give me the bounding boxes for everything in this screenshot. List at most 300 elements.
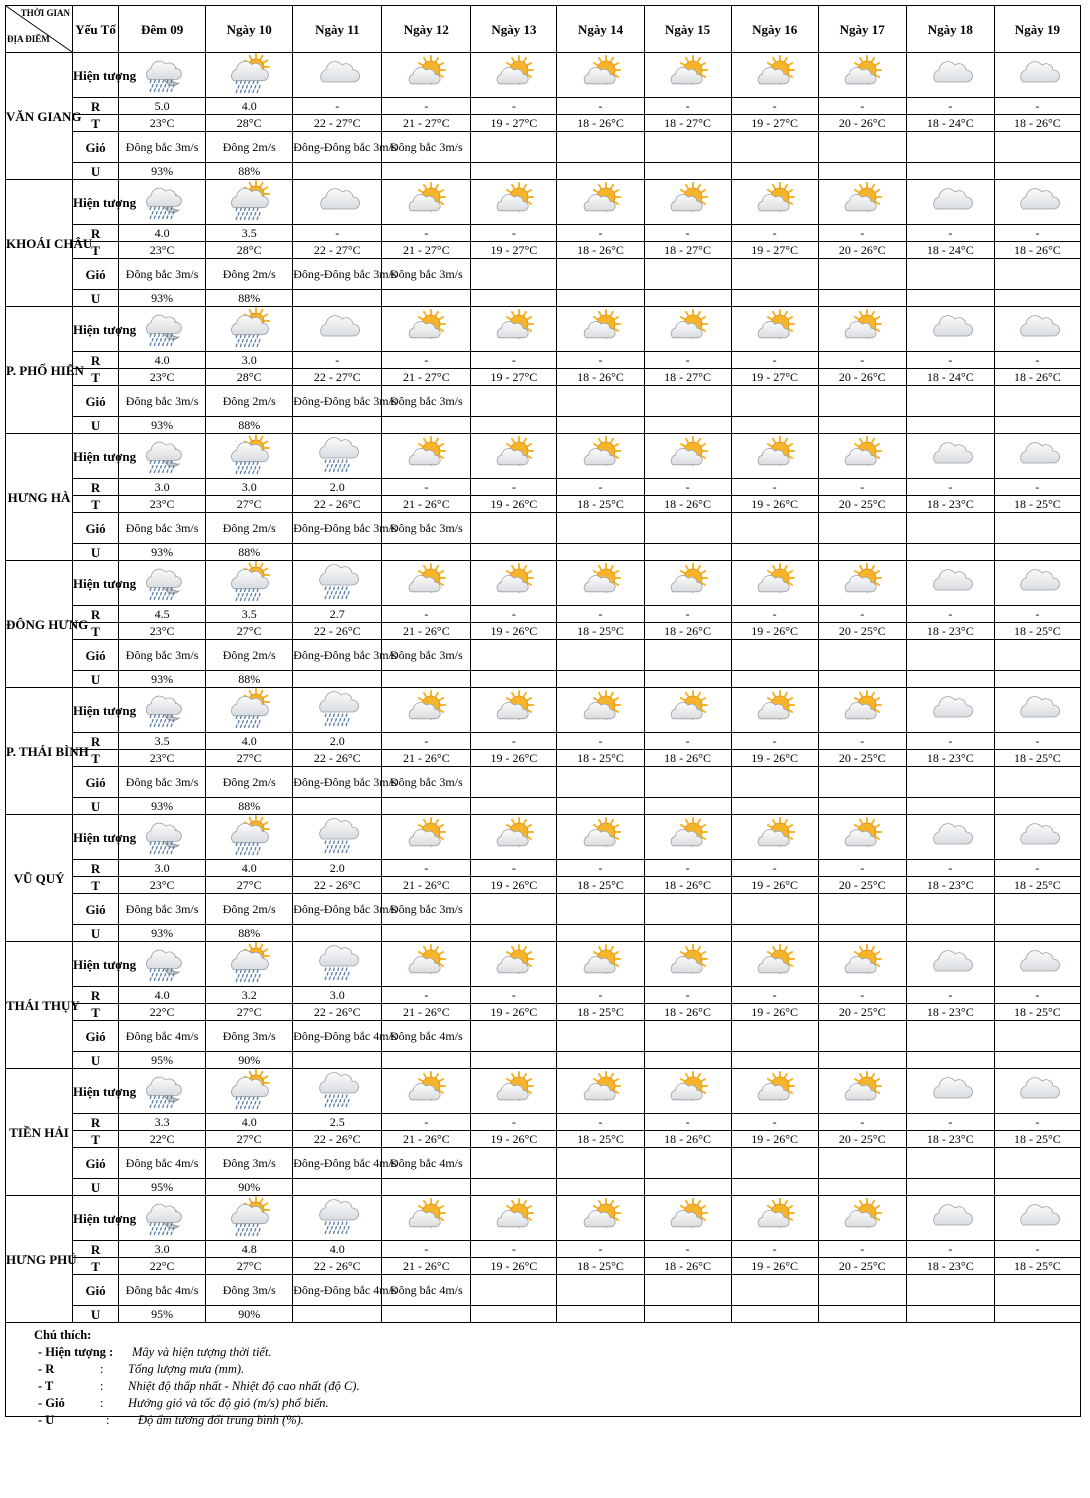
weather-cell xyxy=(471,53,557,98)
rain-value: - xyxy=(994,1241,1080,1258)
humidity-label: U xyxy=(73,417,119,434)
humidity-value: 93% xyxy=(119,798,206,815)
temperature-label: T xyxy=(73,623,119,640)
weather-cell xyxy=(382,688,471,733)
rain-value: - xyxy=(644,606,731,623)
temperature-value: 22 - 26°C xyxy=(293,496,382,513)
moon-cloud-rain-icon xyxy=(142,562,182,605)
sun-cloud-icon xyxy=(581,308,621,351)
weather-cell xyxy=(906,1196,994,1241)
temperature-value: 18 - 23°C xyxy=(906,1131,994,1148)
wind-value xyxy=(557,1148,644,1179)
rain-value: - xyxy=(731,225,818,242)
rain-value: - xyxy=(818,1114,906,1131)
temperature-row xyxy=(6,623,1081,640)
weather-cell xyxy=(293,307,382,352)
humidity-row xyxy=(6,1179,1081,1196)
location-name: HƯNG HÀ xyxy=(6,434,73,561)
sun-cloud-icon xyxy=(406,308,446,351)
temperature-value: 18 - 25°C xyxy=(994,496,1080,513)
rain-value: - xyxy=(382,479,471,496)
weather-cell xyxy=(206,815,293,860)
moon-cloud-rain-icon xyxy=(142,816,182,859)
rain-value: - xyxy=(557,98,644,115)
rain-value: - xyxy=(731,98,818,115)
phenomenon-label: Hiện tượng xyxy=(73,1196,119,1241)
sun-cloud-rain-icon xyxy=(229,181,269,224)
rain-value: - xyxy=(731,1241,818,1258)
temperature-value: 18 - 26°C xyxy=(557,242,644,259)
temperature-value: 20 - 25°C xyxy=(818,496,906,513)
corner-cell xyxy=(6,6,73,53)
sun-cloud-icon xyxy=(842,308,882,351)
rain-value: - xyxy=(471,987,557,1004)
temperature-label: T xyxy=(73,1131,119,1148)
moon-cloud-rain-icon xyxy=(142,689,182,732)
humidity-label: U xyxy=(73,163,119,180)
temperature-value: 19 - 26°C xyxy=(731,1004,818,1021)
rain-value: - xyxy=(906,1114,994,1131)
wind-value xyxy=(557,1021,644,1052)
wind-value xyxy=(818,640,906,671)
humidity-value xyxy=(557,925,644,942)
humidity-value xyxy=(557,671,644,688)
wind-value xyxy=(644,640,731,671)
sun-cloud-icon xyxy=(581,435,621,478)
sun-cloud-icon xyxy=(842,435,882,478)
weather-cell xyxy=(994,434,1080,479)
weather-cell xyxy=(818,307,906,352)
rain-value: - xyxy=(644,987,731,1004)
rain-value: 4.0 xyxy=(119,225,206,242)
weather-cell xyxy=(206,53,293,98)
weather-cell xyxy=(994,688,1080,733)
humidity-label: U xyxy=(73,798,119,815)
wind-value xyxy=(731,767,818,798)
temperature-value: 22 - 27°C xyxy=(293,115,382,132)
rain-value: - xyxy=(906,606,994,623)
weather-cell xyxy=(818,561,906,606)
temperature-value: 18 - 25°C xyxy=(994,877,1080,894)
rain-value: - xyxy=(471,98,557,115)
humidity-value xyxy=(906,798,994,815)
cloud-icon xyxy=(1017,689,1057,732)
humidity-value xyxy=(731,417,818,434)
rain-value: - xyxy=(818,98,906,115)
phenomenon-label: Hiện tượng xyxy=(73,688,119,733)
temperature-label: T xyxy=(73,877,119,894)
rain-value: 4.0 xyxy=(206,98,293,115)
temperature-value: 22 - 26°C xyxy=(293,1131,382,1148)
temperature-value: 22 - 26°C xyxy=(293,1004,382,1021)
rain-value: - xyxy=(818,225,906,242)
weather-cell xyxy=(644,1196,731,1241)
humidity-value xyxy=(471,417,557,434)
temperature-value: 27°C xyxy=(206,623,293,640)
humidity-value xyxy=(818,1052,906,1069)
temperature-value: 18 - 27°C xyxy=(644,242,731,259)
rain-value: 2.0 xyxy=(293,479,382,496)
weather-cell xyxy=(471,434,557,479)
wind-value xyxy=(731,386,818,417)
weather-cell xyxy=(906,1069,994,1114)
temperature-value: 21 - 26°C xyxy=(382,1004,471,1021)
wind-row xyxy=(6,1021,1081,1052)
weather-cell xyxy=(818,942,906,987)
temperature-value: 18 - 25°C xyxy=(557,623,644,640)
temperature-value: 28°C xyxy=(206,115,293,132)
day-header: Ngày 17 xyxy=(818,6,906,53)
wind-value xyxy=(557,513,644,544)
cloud-icon xyxy=(930,562,970,605)
sun-cloud-icon xyxy=(581,562,621,605)
humidity-row xyxy=(6,671,1081,688)
temperature-value: 27°C xyxy=(206,1004,293,1021)
wind-label: Gió xyxy=(73,259,119,290)
rain-value: - xyxy=(382,1241,471,1258)
location-name: THÁI THỤY xyxy=(6,942,73,1069)
rain-value: - xyxy=(382,98,471,115)
weather-cell xyxy=(471,1069,557,1114)
temperature-value: 20 - 25°C xyxy=(818,1004,906,1021)
temperature-value: 18 - 26°C xyxy=(644,1258,731,1275)
wind-value xyxy=(557,767,644,798)
weather-cell xyxy=(644,688,731,733)
legend-description: Hướng gió và tốc độ gió (m/s) phổ biến. xyxy=(128,1396,329,1410)
temperature-row xyxy=(6,115,1081,132)
location-icon-row xyxy=(6,561,1081,606)
rain-value: 5.0 xyxy=(119,98,206,115)
cloud-icon xyxy=(1017,435,1057,478)
wind-value: Đông bắc 3m/s xyxy=(382,894,471,925)
rain-value: - xyxy=(906,352,994,369)
humidity-value xyxy=(293,798,382,815)
sun-cloud-icon xyxy=(406,1070,446,1113)
weather-cell xyxy=(471,180,557,225)
phenomenon-label: Hiện tượng xyxy=(73,53,119,98)
moon-cloud-rain-icon xyxy=(142,54,182,97)
temperature-value: 21 - 26°C xyxy=(382,623,471,640)
temperature-value: 18 - 26°C xyxy=(644,623,731,640)
temperature-value: 22 - 26°C xyxy=(293,1258,382,1275)
wind-row xyxy=(6,513,1081,544)
weather-cell xyxy=(906,434,994,479)
humidity-value xyxy=(644,163,731,180)
weather-cell xyxy=(293,180,382,225)
sun-cloud-rain-icon xyxy=(229,308,269,351)
rain-label: R xyxy=(73,606,119,623)
wind-value xyxy=(731,1275,818,1306)
rain-value: - xyxy=(557,225,644,242)
temperature-value: 22 - 26°C xyxy=(293,877,382,894)
weather-cell xyxy=(382,434,471,479)
cloud-icon xyxy=(317,54,357,97)
rain-row xyxy=(6,606,1081,623)
moon-cloud-rain-icon xyxy=(142,181,182,224)
temperature-value: 19 - 27°C xyxy=(731,242,818,259)
humidity-row xyxy=(6,925,1081,942)
humidity-value xyxy=(818,290,906,307)
wind-value: Đông bắc 3m/s xyxy=(382,767,471,798)
humidity-value: 95% xyxy=(119,1179,206,1196)
wind-row xyxy=(6,767,1081,798)
humidity-value xyxy=(557,798,644,815)
legend-item xyxy=(34,1395,1080,1412)
rain-row xyxy=(6,987,1081,1004)
sun-cloud-icon xyxy=(842,54,882,97)
humidity-value xyxy=(471,1052,557,1069)
rain-value: - xyxy=(906,733,994,750)
rain-value: - xyxy=(471,352,557,369)
wind-value xyxy=(994,513,1080,544)
wind-value xyxy=(906,513,994,544)
sun-cloud-icon xyxy=(406,54,446,97)
humidity-value xyxy=(293,1052,382,1069)
location-icon-row xyxy=(6,688,1081,733)
weather-cell xyxy=(293,434,382,479)
temperature-value: 18 - 27°C xyxy=(644,115,731,132)
sun-cloud-icon xyxy=(755,181,795,224)
rain-label: R xyxy=(73,352,119,369)
sun-cloud-icon xyxy=(581,1070,621,1113)
sun-cloud-icon xyxy=(581,54,621,97)
rain-value: - xyxy=(818,479,906,496)
humidity-value xyxy=(731,1306,818,1323)
rain-label: R xyxy=(73,1241,119,1258)
wind-value xyxy=(644,767,731,798)
humidity-row xyxy=(6,417,1081,434)
rain-value: - xyxy=(906,98,994,115)
humidity-value: 90% xyxy=(206,1306,293,1323)
temperature-value: 18 - 26°C xyxy=(644,877,731,894)
humidity-value: 95% xyxy=(119,1052,206,1069)
weather-cell xyxy=(206,307,293,352)
weather-cell xyxy=(382,53,471,98)
temperature-value: 20 - 26°C xyxy=(818,369,906,386)
weather-cell xyxy=(644,307,731,352)
cloud-icon xyxy=(930,435,970,478)
wind-value: Đông 2m/s xyxy=(206,386,293,417)
wind-value: Đông 2m/s xyxy=(206,894,293,925)
rain-value: 3.5 xyxy=(119,733,206,750)
rain-value: - xyxy=(731,987,818,1004)
rain-value: - xyxy=(293,225,382,242)
humidity-value xyxy=(994,925,1080,942)
weather-cell xyxy=(906,53,994,98)
weather-cell xyxy=(644,434,731,479)
temperature-value: 21 - 27°C xyxy=(382,242,471,259)
weather-cell xyxy=(731,561,818,606)
rain-value: - xyxy=(382,1114,471,1131)
humidity-value xyxy=(818,1306,906,1323)
wind-value: Đông 2m/s xyxy=(206,513,293,544)
temperature-value: 27°C xyxy=(206,1131,293,1148)
wind-value xyxy=(731,1148,818,1179)
wind-value: Đông bắc 4m/s xyxy=(382,1275,471,1306)
weather-cell xyxy=(994,561,1080,606)
location-name: ĐÔNG HƯNG xyxy=(6,561,73,688)
weather-cell xyxy=(906,561,994,606)
phenomenon-label: Hiện tượng xyxy=(73,434,119,479)
temperature-value: 18 - 26°C xyxy=(994,369,1080,386)
wind-row xyxy=(6,894,1081,925)
temperature-row xyxy=(6,496,1081,513)
rain-value: - xyxy=(906,1241,994,1258)
rain-row xyxy=(6,98,1081,115)
rain-label: R xyxy=(73,987,119,1004)
forecast-document xyxy=(5,5,1086,1427)
rain-value: - xyxy=(818,1241,906,1258)
weather-cell xyxy=(206,688,293,733)
temperature-label: T xyxy=(73,242,119,259)
weather-cell xyxy=(471,307,557,352)
humidity-value xyxy=(382,671,471,688)
phenomenon-label: Hiện tượng xyxy=(73,942,119,987)
wind-value: Đông 2m/s xyxy=(206,640,293,671)
location-icon-row xyxy=(6,434,1081,479)
rain-value: - xyxy=(994,479,1080,496)
weather-cell xyxy=(818,180,906,225)
weather-cell xyxy=(731,307,818,352)
rain-label: R xyxy=(73,479,119,496)
wind-value: Đông 3m/s xyxy=(206,1148,293,1179)
weather-cell xyxy=(994,1069,1080,1114)
rain-value: 4.8 xyxy=(206,1241,293,1258)
humidity-label: U xyxy=(73,925,119,942)
day-header: Ngày 13 xyxy=(471,6,557,53)
wind-value: Đông-Đông bắc 4m/s xyxy=(293,1275,382,1306)
weather-cell xyxy=(382,561,471,606)
legend-key: - Hiện tượng : xyxy=(38,1345,114,1359)
temperature-value: 19 - 26°C xyxy=(471,496,557,513)
sun-cloud-icon xyxy=(406,689,446,732)
day-header: Ngày 12 xyxy=(382,6,471,53)
wind-value: Đông bắc 3m/s xyxy=(119,132,206,163)
temperature-label: T xyxy=(73,1004,119,1021)
location-icon-row xyxy=(6,942,1081,987)
weather-cell xyxy=(818,688,906,733)
weather-cell xyxy=(293,561,382,606)
cloud-icon xyxy=(317,308,357,351)
humidity-value: 95% xyxy=(119,1306,206,1323)
temperature-value: 18 - 25°C xyxy=(557,496,644,513)
sun-cloud-icon xyxy=(581,689,621,732)
weather-cell xyxy=(293,688,382,733)
temperature-value: 20 - 25°C xyxy=(818,1258,906,1275)
weather-cell xyxy=(644,815,731,860)
cloud-icon xyxy=(930,54,970,97)
location-name: P. THÁI BÌNH xyxy=(6,688,73,815)
sun-cloud-icon xyxy=(494,943,534,986)
rain-value: - xyxy=(644,1114,731,1131)
wind-value: Đông-Đông bắc 4m/s xyxy=(293,1148,382,1179)
humidity-value: 90% xyxy=(206,1052,293,1069)
humidity-value xyxy=(818,925,906,942)
rain-row xyxy=(6,352,1081,369)
humidity-value xyxy=(557,417,644,434)
humidity-value xyxy=(382,1179,471,1196)
sun-cloud-icon xyxy=(668,54,708,97)
sun-cloud-icon xyxy=(406,943,446,986)
temperature-value: 23°C xyxy=(119,750,206,767)
element-column-header: Yếu Tố xyxy=(73,6,119,53)
temperature-value: 19 - 26°C xyxy=(471,750,557,767)
sun-cloud-icon xyxy=(406,816,446,859)
rain-row xyxy=(6,1241,1081,1258)
wind-value xyxy=(644,1275,731,1306)
weather-cell xyxy=(206,561,293,606)
wind-value xyxy=(994,1148,1080,1179)
humidity-value xyxy=(994,544,1080,561)
cloud-icon xyxy=(930,816,970,859)
weather-cell xyxy=(644,1069,731,1114)
wind-value xyxy=(471,640,557,671)
rain-label: R xyxy=(73,98,119,115)
wind-value xyxy=(557,259,644,290)
rain-value: - xyxy=(818,606,906,623)
legend-colon: : xyxy=(106,1413,110,1427)
rain-value: - xyxy=(557,987,644,1004)
sun-cloud-icon xyxy=(494,1197,534,1240)
wind-value: Đông-Đông bắc 3m/s xyxy=(293,132,382,163)
temperature-value: 20 - 25°C xyxy=(818,877,906,894)
wind-value xyxy=(644,259,731,290)
humidity-value xyxy=(731,798,818,815)
humidity-value xyxy=(644,1179,731,1196)
temperature-row xyxy=(6,750,1081,767)
humidity-label: U xyxy=(73,1179,119,1196)
wind-value xyxy=(471,513,557,544)
rain-value: - xyxy=(644,479,731,496)
wind-value xyxy=(731,1021,818,1052)
temperature-value: 18 - 26°C xyxy=(994,115,1080,132)
weather-cell xyxy=(382,1196,471,1241)
weather-cell xyxy=(382,180,471,225)
wind-value xyxy=(471,386,557,417)
temperature-label: T xyxy=(73,115,119,132)
cloud-rain-icon xyxy=(317,816,357,859)
temperature-row xyxy=(6,877,1081,894)
humidity-value: 93% xyxy=(119,671,206,688)
wind-row xyxy=(6,1275,1081,1306)
weather-cell xyxy=(557,942,644,987)
wind-row xyxy=(6,132,1081,163)
sun-cloud-icon xyxy=(842,943,882,986)
weather-cell xyxy=(994,942,1080,987)
sun-cloud-icon xyxy=(755,1197,795,1240)
sun-cloud-icon xyxy=(668,689,708,732)
wind-value: Đông 2m/s xyxy=(206,259,293,290)
humidity-value: 93% xyxy=(119,290,206,307)
sun-cloud-rain-icon xyxy=(229,435,269,478)
wind-value xyxy=(906,767,994,798)
temperature-value: 22°C xyxy=(119,1131,206,1148)
wind-value xyxy=(906,1275,994,1306)
weather-cell xyxy=(731,1069,818,1114)
day-header: Ngày 19 xyxy=(994,6,1080,53)
weather-cell xyxy=(731,942,818,987)
temperature-value: 27°C xyxy=(206,877,293,894)
weather-cell xyxy=(293,942,382,987)
temperature-value: 23°C xyxy=(119,877,206,894)
legend-item xyxy=(34,1344,1080,1361)
location-icon-row xyxy=(6,1196,1081,1241)
moon-cloud-rain-icon xyxy=(142,435,182,478)
sun-cloud-icon xyxy=(668,1070,708,1113)
humidity-value: 90% xyxy=(206,1179,293,1196)
weather-cell xyxy=(906,307,994,352)
wind-label: Gió xyxy=(73,1021,119,1052)
